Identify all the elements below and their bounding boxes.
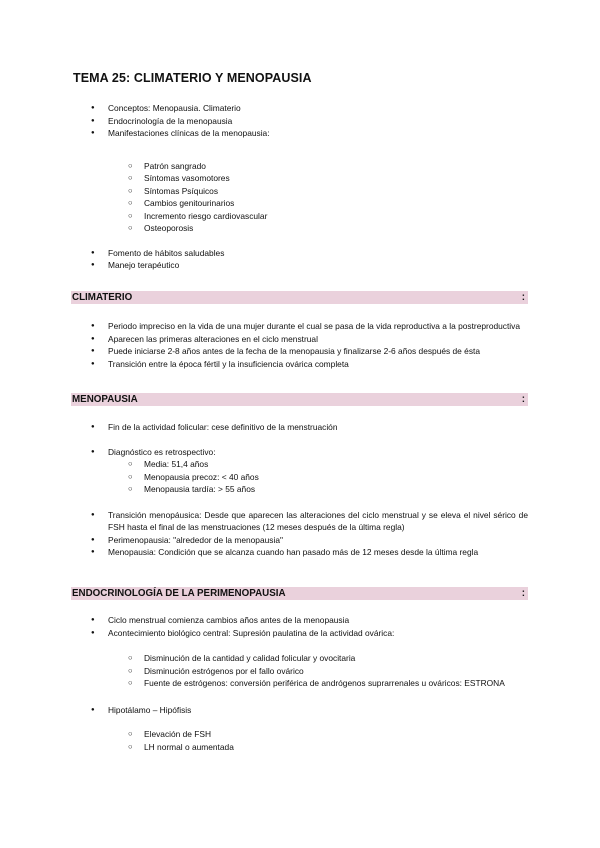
list-item: ○ Cambios genitourinarios (72, 197, 528, 210)
list-item: ● Menopausia: Condición que se alcanza cuando han pasado más de 12 meses desde la última regla (72, 546, 528, 559)
list-item: ○ Fuente de estrógenos: conversión periférica de andrógenos suprarrenales u ováricos: ESTRONA (72, 677, 528, 690)
list-item: ● Fomento de hábitos saludables (72, 247, 528, 260)
section-heading-endocrinologia (71, 587, 528, 600)
list-item: ● Perimenopausia: "alrededor de la menopausia" (72, 534, 528, 547)
list-item: ● Periodo impreciso en la vida de una mujer durante el cual se pasa de la vida reproductiva a la postreproductiva (72, 320, 528, 333)
list-item: ● Puede iniciarse 2-8 años antes de la fecha de la menopausia y finalizarse 2-6 años después de ésta (72, 345, 528, 358)
list-item: ● Manifestaciones clínicas de la menopausia: (72, 127, 528, 140)
heading-colon: : (521, 394, 525, 405)
list-item: ○ Síntomas Psíquicos (72, 185, 528, 198)
list-item: ○ Síntomas vasomotores (72, 172, 528, 185)
list-item: ● Diagnóstico es retrospectivo: (72, 446, 528, 459)
list-item: ○ Media: 51,4 años (72, 458, 528, 471)
list-item: ○ Incremento riesgo cardiovascular (72, 210, 528, 223)
section-heading-text: ENDOCRINOLOGÍA DE LA PERIMENOPAUSIA (72, 588, 286, 599)
section-heading-climaterio (71, 291, 528, 304)
section-heading-menopausia (71, 393, 528, 406)
section-heading-text: CLIMATERIO (72, 292, 133, 303)
section-heading-text: MENOPAUSIA (72, 394, 138, 405)
toc-list (72, 102, 528, 272)
list-item: ○ Disminución de la cantidad y calidad folicular y ovocitaria (72, 652, 528, 665)
list-item: ● Fin de la actividad folicular: cese definitivo de la menstruación (72, 421, 528, 434)
page-title: TEMA 25: CLIMATERIO Y MENOPAUSIA (73, 71, 312, 85)
list-item: ○ Menopausia tardía: > 55 años (72, 483, 528, 496)
list-item: ● Transición entre la época fértil y la insuficiencia ovárica completa (72, 358, 528, 371)
endocrinologia-list (72, 614, 528, 753)
climaterio-list (72, 320, 528, 370)
list-item: ○ Menopausia precoz: < 40 años (72, 471, 528, 484)
list-item: ● Ciclo menstrual comienza cambios años antes de la menopausia (72, 614, 528, 627)
list-item: ● Transición menopáusica: Desde que aparecen las alteraciones del ciclo menstrual y se eleva el nivel sérico de FSH hasta el final de las menstruaciones (12 meses después de la última regla) (72, 509, 528, 534)
menopausia-list (72, 421, 528, 559)
list-item: ● Acontecimiento biológico central: Supresión paulatina de la actividad ovárica: (72, 627, 528, 640)
list-item: ○ Patrón sangrado (72, 160, 528, 173)
list-item: ● Conceptos: Menopausia. Climaterio (72, 102, 528, 115)
heading-colon: : (521, 588, 525, 599)
list-item: ● Hipotálamo – Hipófisis (72, 704, 528, 717)
list-item: ○ Disminución estrógenos por el fallo ovárico (72, 665, 528, 678)
list-item: ○ Elevación de FSH (72, 728, 528, 741)
heading-colon: : (521, 292, 525, 303)
list-item: ○ Osteoporosis (72, 222, 528, 235)
list-item: ● Manejo terapéutico (72, 259, 528, 272)
list-item: ○ LH normal o aumentada (72, 741, 528, 754)
list-item: ● Endocrinología de la menopausia (72, 115, 528, 128)
list-item: ● Aparecen las primeras alteraciones en el ciclo menstrual (72, 333, 528, 346)
